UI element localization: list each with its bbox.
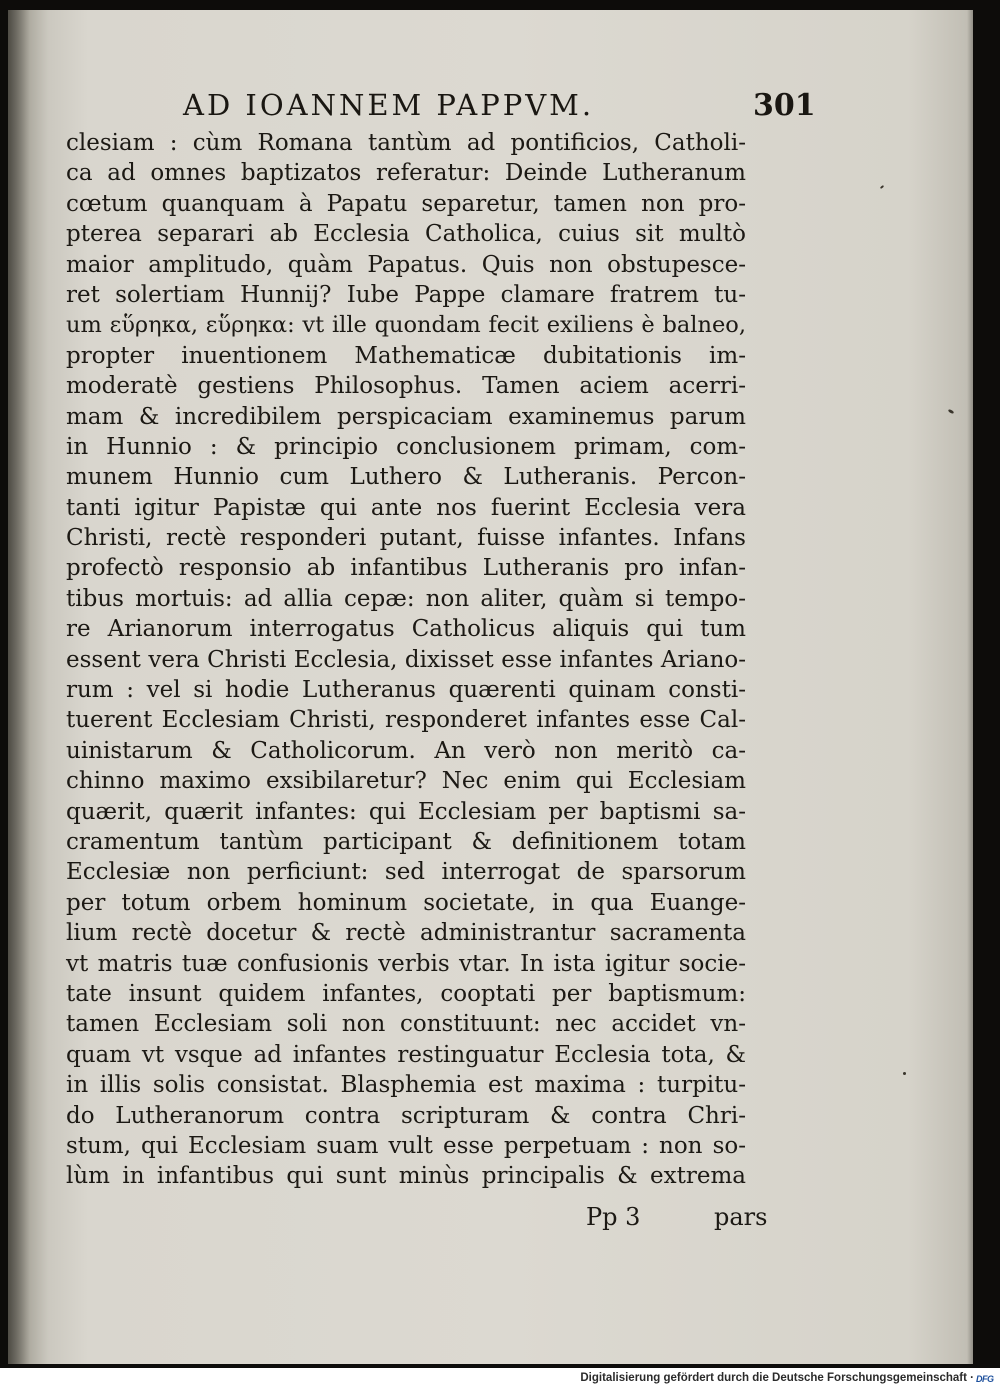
text-line: profectò responsio ab infantibus Lutheranis pro infan- xyxy=(66,555,746,582)
text-line: clesiam : cùm Romana tantùm ad pontificios, Catholi- xyxy=(66,130,746,156)
catchline xyxy=(66,1203,768,1235)
text-block xyxy=(66,128,746,1192)
paper-speck xyxy=(880,185,884,189)
text-line: re Arianorum interrogatus Catholicus aliquis qui tum xyxy=(66,616,746,643)
text-line: uinistarum & Catholicorum. An verò non meritò ca- xyxy=(66,737,746,764)
text-line: quærit, quærit infantes: qui Ecclesiam per baptismi sa- xyxy=(66,798,746,825)
book-page xyxy=(8,10,973,1364)
text-line: propter inuentionem Mathematicæ dubitationis im- xyxy=(66,342,746,369)
text-line: quam vt vsque ad infantes restinguatur Ecclesia tota, & xyxy=(66,1041,746,1068)
text-line: tamen Ecclesiam soli non constituunt: nec accidet vn- xyxy=(66,1011,746,1038)
footer-bar xyxy=(0,1368,1000,1391)
text-line: lium rectè docetur & rectè administrantur sacramenta xyxy=(66,920,746,947)
text-line: munem Hunnio cum Luthero & Lutheranis. Percon- xyxy=(66,464,746,491)
text-line: tate insunt quidem infantes, cooptati per baptismum: xyxy=(66,980,746,1007)
text-line: vt matris tuæ confusionis verbis vtar. In ista igitur socie- xyxy=(66,950,746,977)
text-line: lùm in infantibus qui sunt minùs principalis & extrema xyxy=(66,1163,746,1190)
text-line: essent vera Christi Ecclesia, dixisset esse infantes Ariano- xyxy=(66,646,746,673)
folio-number: 301 xyxy=(753,88,816,123)
dfg-logo: DFG xyxy=(976,1374,994,1384)
text-line: pterea separari ab Ecclesia Catholica, cuius sit multò xyxy=(66,221,746,248)
text-line: rum : vel si hodie Lutheranus quærenti quinam consti- xyxy=(66,677,746,704)
text-line: ca ad omnes baptizatos referatur: Deinde Lutheranum xyxy=(66,160,746,187)
text-line: in Hunnio : & principio conclusionem primam, com- xyxy=(66,433,746,460)
text-line: mam & incredibilem perspicaciam examinemus parum xyxy=(66,403,746,430)
signature-mark: Pp 3 xyxy=(586,1203,641,1231)
text-line: um εὕρηκα, εὕρηκα: vt ille quondam fecit exiliens è balneo, xyxy=(66,312,746,339)
text-line: per totum orbem hominum societate, in qua Euange- xyxy=(66,889,746,916)
gutter-shadow xyxy=(8,10,30,1364)
text-line: Ecclesiæ non perficiunt: sed interrogat de sparsorum xyxy=(66,859,746,886)
catchword: pars xyxy=(714,1203,768,1231)
funding-credit: Digitalisierung gefördert durch die Deutsche Forschungsgemeinschaft · xyxy=(580,1372,974,1384)
text-line: tibus mortuis: ad allia cepæ: non aliter, quàm si tempo- xyxy=(66,585,746,612)
text-line: moderatè gestiens Philosophus. Tamen aciem acerri- xyxy=(66,373,746,400)
text-line: tanti igitur Papistæ qui ante nos fuerint Ecclesia vera xyxy=(66,494,746,521)
text-line: chinno maximo exsibilaretur? Nec enim qui Ecclesiam xyxy=(66,768,746,795)
page-edge xyxy=(967,10,973,1364)
text-line: stum, qui Ecclesiam suam vult esse perpetuam : non so- xyxy=(66,1132,746,1159)
text-line: cœtum quanquam à Papatu separetur, tamen non pro- xyxy=(66,190,746,217)
text-line: in illis solis consistat. Blasphemia est maxima : turpitu- xyxy=(66,1072,746,1099)
text-line: cramentum tantùm participant & definitionem totam xyxy=(66,828,746,855)
text-line: do Lutheranorum contra scripturam & contra Chri- xyxy=(66,1102,746,1129)
running-head: AD IOANNEM PAPPVM. xyxy=(183,88,595,122)
paper-speck xyxy=(948,409,955,415)
text-line: maior amplitudo, quàm Papatus. Quis non obstupesce- xyxy=(66,251,746,278)
paper-speck xyxy=(903,1072,906,1075)
text-line: tuerent Ecclesiam Christi, responderet infantes esse Cal- xyxy=(66,707,746,734)
text-line: Christi, rectè responderi putant, fuisse infantes. Infans xyxy=(66,525,746,552)
text-line: ret solertiam Hunnij? Iube Pappe clamare fratrem tu- xyxy=(66,281,746,308)
